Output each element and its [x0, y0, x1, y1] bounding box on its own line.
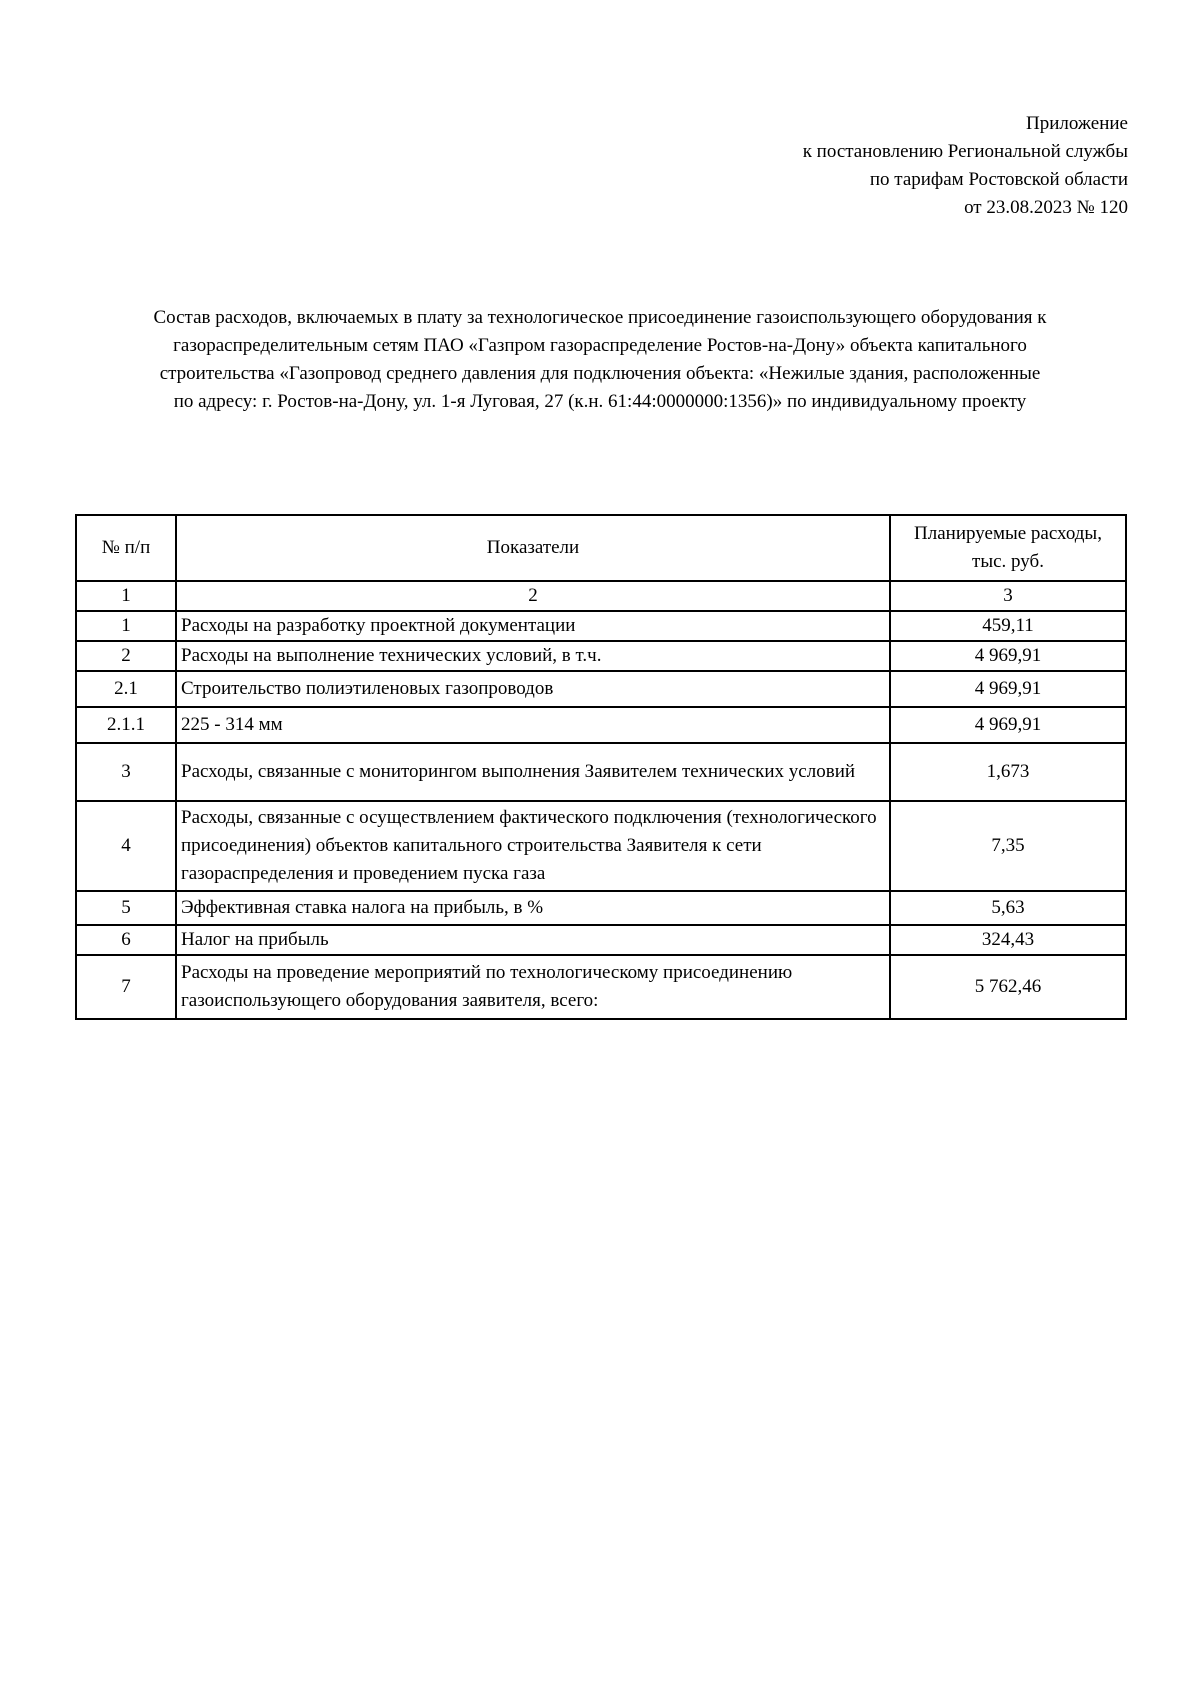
title-line: Состав расходов, включаемых в плату за технологическое присоединение газоиспользующего оборудования к [153, 307, 1047, 328]
row-cost: 5 762,46 [890, 955, 1126, 1019]
header-indicator: Показатели [176, 515, 890, 581]
table-row [76, 707, 1126, 743]
appendix-block [608, 110, 1128, 222]
row-number: 6 [76, 925, 176, 955]
row-number: 3 [76, 743, 176, 801]
row-indicator: Расходы на разработку проектной документации [176, 611, 890, 641]
table-row [76, 891, 1126, 925]
header-num: № п/п [76, 515, 176, 581]
title-line: газораспределительным сетям ПАО «Газпром газораспределение Ростов-на-Дону» объекта капитального [173, 335, 1027, 356]
table-row [76, 925, 1126, 955]
appendix-line: по тарифам Ростовской области [869, 169, 1128, 190]
row-indicator: Расходы, связанные с мониторингом выполнения Заявителем технических условий [176, 743, 890, 801]
title-line: строительства «Газопровод среднего давления для подключения объекта: «Нежилые здания, расположенные [159, 363, 1041, 384]
column-number-row [76, 581, 1126, 611]
title-line: по адресу: г. Ростов-на-Дону, ул. 1-я Луговая, 27 (к.н. 61:44:0000000:1356)» по индивидуальному проекту [173, 391, 1027, 412]
row-number: 4 [76, 801, 176, 891]
row-cost: 4 969,91 [890, 707, 1126, 743]
row-cost: 459,11 [890, 611, 1126, 641]
row-indicator: Расходы на проведение мероприятий по технологическому присоединению газоиспользующего оборудования заявителя, всего: [176, 955, 890, 1019]
row-number: 2.1.1 [76, 707, 176, 743]
row-number: 2 [76, 641, 176, 671]
column-number: 2 [176, 581, 890, 611]
table-row [76, 671, 1126, 707]
appendix-line: к постановлению Региональной службы [802, 141, 1128, 162]
row-cost: 4 969,91 [890, 641, 1126, 671]
row-cost: 1,673 [890, 743, 1126, 801]
document-title [60, 304, 1140, 416]
table-row [76, 743, 1126, 801]
appendix-line: Приложение [1026, 113, 1128, 134]
row-number: 1 [76, 611, 176, 641]
row-indicator: Эффективная ставка налога на прибыль, в % [176, 891, 890, 925]
row-cost: 4 969,91 [890, 671, 1126, 707]
header-cost: Планируемые расходы, тыс. руб. [890, 515, 1126, 581]
row-indicator: Расходы на выполнение технических условий, в т.ч. [176, 641, 890, 671]
row-number: 7 [76, 955, 176, 1019]
table-row [76, 801, 1126, 891]
table-header-row [76, 515, 1126, 581]
row-cost: 7,35 [890, 801, 1126, 891]
row-number: 2.1 [76, 671, 176, 707]
row-cost: 5,63 [890, 891, 1126, 925]
table-row [76, 611, 1126, 641]
column-number: 1 [76, 581, 176, 611]
row-number: 5 [76, 891, 176, 925]
row-cost: 324,43 [890, 925, 1126, 955]
column-number: 3 [890, 581, 1126, 611]
row-indicator: Расходы, связанные с осуществлением фактического подключения (технологического присоединения) объектов капитального строительства Заявителя к сети газораспределения и проведением пуска газа [176, 801, 890, 891]
costs-table [75, 514, 1127, 1020]
table-row [76, 641, 1126, 671]
appendix-line: от 23.08.2023 № 120 [964, 197, 1128, 218]
row-indicator: Налог на прибыль [176, 925, 890, 955]
row-indicator: Строительство полиэтиленовых газопроводов [176, 671, 890, 707]
row-indicator: 225 - 314 мм [176, 707, 890, 743]
table-row [76, 955, 1126, 1019]
